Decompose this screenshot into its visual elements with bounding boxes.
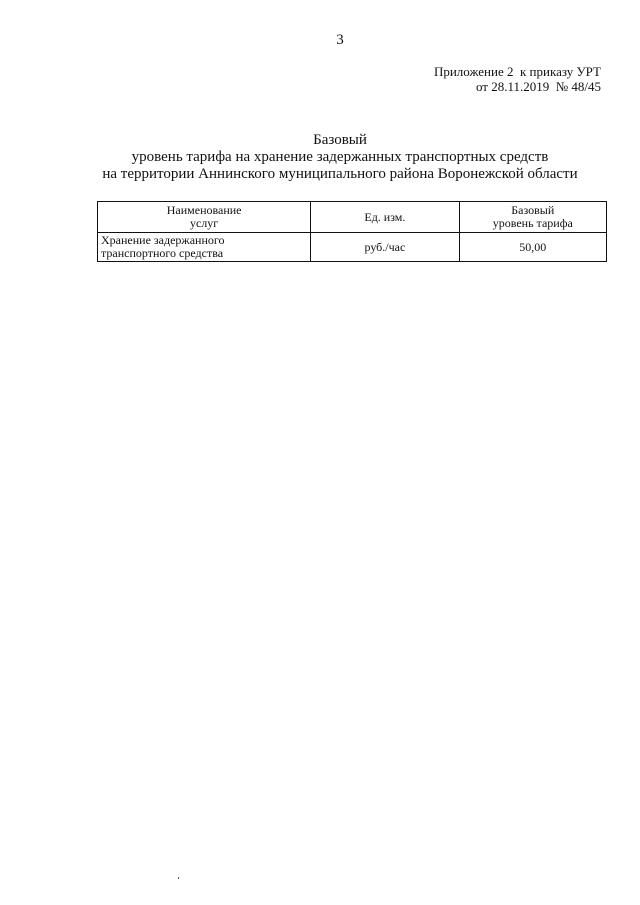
page-number: 3	[336, 32, 344, 48]
tariff-table	[97, 201, 607, 262]
document-title	[0, 132, 640, 183]
appendix-reference	[434, 64, 601, 94]
cell-service-name	[98, 233, 311, 262]
header-base-rate-line-1: Базовый	[511, 203, 555, 217]
cell-unit: руб./час	[311, 233, 459, 262]
cell-base-rate: 50,00	[459, 233, 606, 262]
header-service-name-line-2: услуг	[189, 216, 219, 230]
cell-service-name-line-2: транспортного средства	[101, 246, 224, 260]
header-service-name	[98, 202, 311, 233]
table-row	[98, 233, 607, 262]
header-base-rate-line-2: уровень тарифа	[492, 216, 573, 230]
scan-speck	[178, 877, 179, 879]
order-date-number: от 28.11.2019 № 48/45	[475, 79, 601, 94]
cell-service-name-line-1: Хранение задержанного	[101, 233, 225, 247]
header-base-rate	[459, 202, 606, 233]
appendix-line: Приложение 2 к приказу УРТ	[433, 64, 601, 79]
header-service-name-line-1: Наименование	[166, 203, 242, 217]
table-header-row	[98, 202, 607, 233]
header-unit: Ед. изм.	[311, 202, 459, 233]
title-line-3: на территории Аннинского муниципального района Воронежской области	[102, 166, 578, 182]
title-line-2: уровень тарифа на хранение задержанных транспортных средств	[131, 149, 549, 165]
title-line-1: Базовый	[313, 132, 367, 148]
